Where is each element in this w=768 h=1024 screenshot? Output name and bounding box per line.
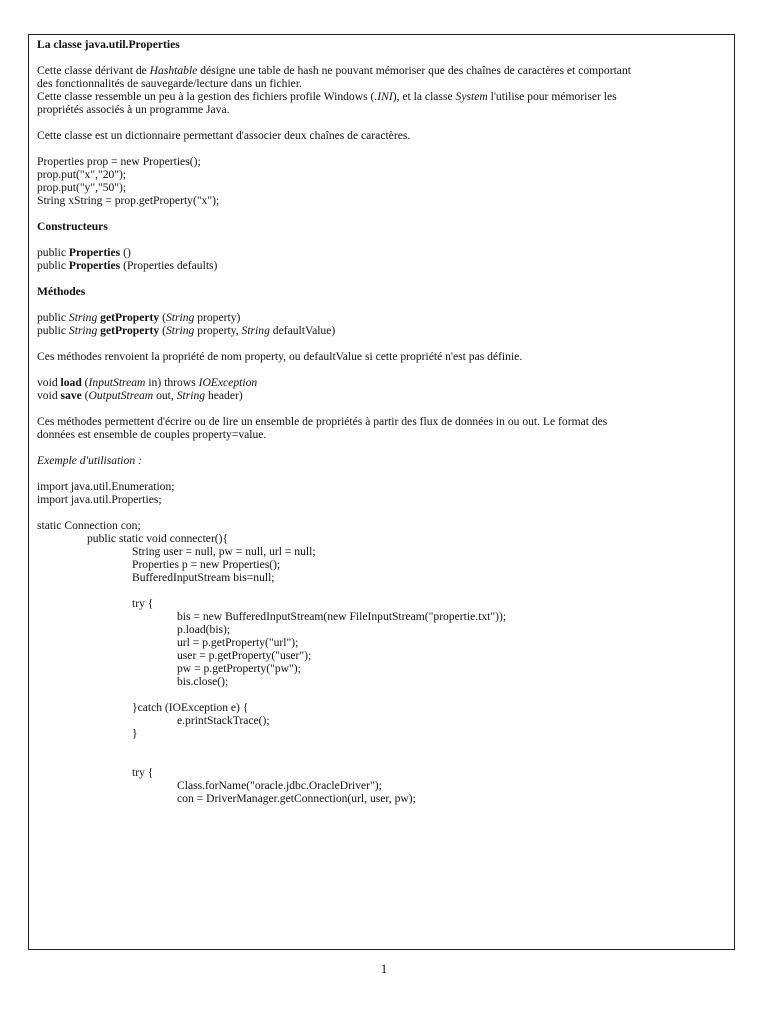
code-line: } [132, 727, 138, 740]
intro-line-5: Cette classe est un dictionnaire permettant d'associer deux chaînes de caractères. [37, 129, 411, 142]
constructor-1: public Properties () [37, 246, 131, 259]
code-line: String xString = prop.getProperty("x"); [37, 194, 220, 207]
code-line: prop.put("x","20"); [37, 168, 127, 181]
code-line: try { [132, 766, 154, 779]
code-line: Properties prop = new Properties(); [37, 155, 201, 168]
code-line: e.printStackTrace(); [177, 714, 270, 727]
usage-heading: Exemple d'utilisation : [37, 454, 142, 467]
import-line: import java.util.Properties; [37, 493, 162, 506]
code-line: pw = p.getProperty("pw"); [177, 662, 301, 675]
import-line: import java.util.Enumeration; [37, 480, 175, 493]
method-getproperty-1: public String getProperty (String property) [37, 311, 241, 324]
method-save: void save (OutputStream out, String header) [37, 389, 243, 402]
document-content [29, 35, 734, 805]
document-title: La classe java.util.Properties [37, 38, 180, 51]
methods-description-2b: données est ensemble de couples property=value. [37, 428, 267, 441]
code-line: static Connection con; [37, 519, 141, 532]
code-line: BufferedInputStream bis=null; [132, 571, 275, 584]
code-line: url = p.getProperty("url"); [177, 636, 299, 649]
constructors-heading: Constructeurs [37, 220, 108, 233]
code-line: String user = null, pw = null, url = null; [132, 545, 316, 558]
code-line: user = p.getProperty("user"); [177, 649, 312, 662]
methods-description-2a: Ces méthodes permettent d'écrire ou de lire un ensemble de propriétés à partir des flux de données in ou out. Le format des [37, 415, 608, 428]
intro-line-2: des fonctionnalités de sauvegarde/lecture dans un fichier. [37, 77, 302, 90]
code-line: }catch (IOException e) { [132, 701, 249, 714]
code-line: try { [132, 597, 154, 610]
code-line: p.load(bis); [177, 623, 231, 636]
code-line: prop.put("y","50"); [37, 181, 127, 194]
method-load: void load (InputStream in) throws IOException [37, 376, 258, 389]
code-line: bis.close(); [177, 675, 229, 688]
intro-line-1: Cette classe dérivant de Hashtable désigne une table de hash ne pouvant mémoriser que des chaînes de caractères et comportant [37, 64, 631, 77]
page-number: 1 [380, 961, 388, 976]
method-getproperty-2: public String getProperty (String property, String defaultValue) [37, 324, 336, 337]
document-frame [28, 34, 735, 950]
code-line: bis = new BufferedInputStream(new FileInputStream("propertie.txt")); [177, 610, 507, 623]
code-line: public static void connecter(){ [87, 532, 229, 545]
intro-line-4: propriétés associés à un programme Java. [37, 103, 230, 116]
code-line: Properties p = new Properties(); [132, 558, 281, 571]
methods-description-1: Ces méthodes renvoient la propriété de nom property, ou defaultValue si cette propriété n'est pas définie. [37, 350, 523, 363]
constructor-2: public Properties (Properties defaults) [37, 259, 218, 272]
intro-line-3: Cette classe ressemble un peu à la gestion des fichiers profile Windows (.INI), et la classe System l'utilise pour mémoriser les [37, 90, 617, 103]
code-line: con = DriverManager.getConnection(url, user, pw); [177, 792, 416, 805]
code-line: Class.forName("oracle.jdbc.OracleDriver"); [177, 779, 382, 792]
methods-heading: Méthodes [37, 285, 86, 298]
